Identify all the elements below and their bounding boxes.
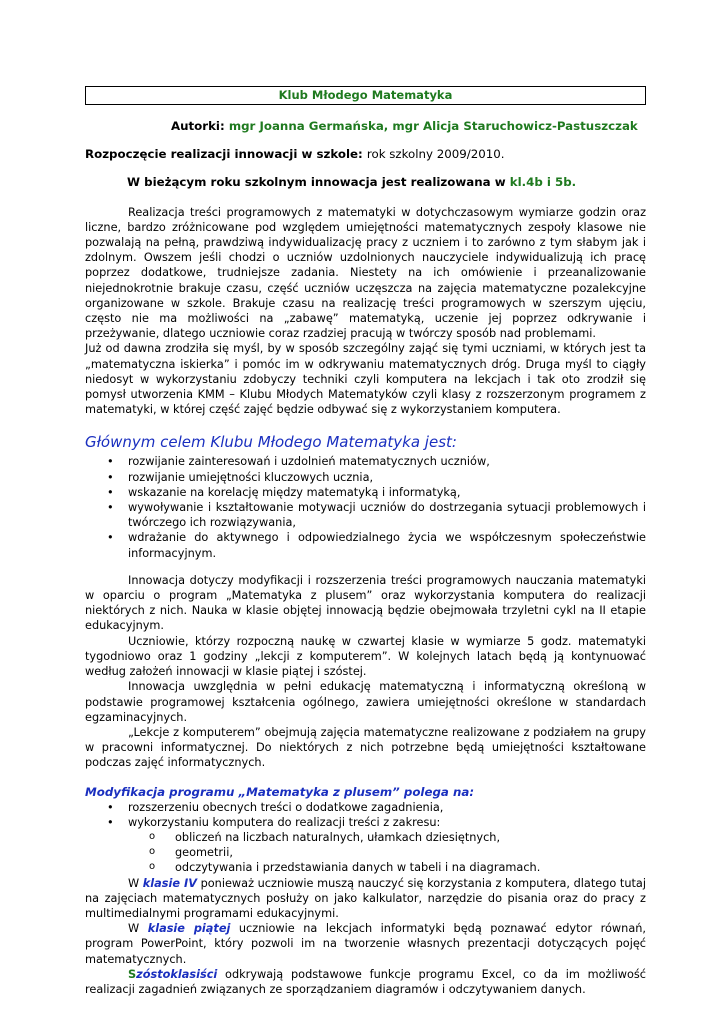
class-iv-label: klasie IV bbox=[142, 876, 197, 890]
list-item: o odczytywania i przedstawiania danych w tabeli i na diagramach. bbox=[85, 860, 646, 875]
modification-sublist bbox=[85, 830, 646, 876]
class-vi-label: zóstoklasiści bbox=[136, 967, 218, 981]
list-item: o geometrii, bbox=[85, 845, 646, 860]
modification-heading: Modyfikacja programu „Matematyka z plusem” polega na: bbox=[85, 784, 475, 799]
goals-heading: Głównym celem Klubu Młodego Matematyka jest: bbox=[85, 433, 457, 452]
document-page bbox=[85, 86, 646, 997]
modification-list bbox=[85, 800, 646, 830]
goals-list bbox=[85, 454, 646, 560]
class-iv-pre: W bbox=[128, 876, 143, 890]
body-paragraph-3: Innowacja uwzględnia w pełni edukację matematyczną i informatyczną określoną w podstawie programowej kształcenia ogólnego, zawiera umiejętności określone w standardach egzaminacyjnych. bbox=[85, 680, 646, 724]
intro-paragraph-2: Już od dawna zrodziła się myśl, by w sposób szczególny zająć się tymi uczniami, w których jest ta „matematyczna iskierka” i pomóc im w odkrywaniu matematycznych dróg. Druga myśl to ciągły niedosyt w wykorzystaniu zdobyczy techniki czyli komputera na lekcjach i tak oto zrodził się pomysł utworzenia KMM – Klubu Młodych Matematyków czyli klasy z rozszerzonym programem z matematyki, w której część zajęć będzie odbywać się z wykorzystaniem komputera. bbox=[85, 342, 646, 417]
list-item: • wykorzystaniu komputera do realizacji treści z zakresu: bbox=[85, 815, 646, 830]
intro-paragraph-1: Realizacja treści programowych z matematyki w dotychczasowym wymiarze godzin oraz liczne, bardzo zróżnicowane pod względem umiejętności matematycznych zespoły klasowe nie pozwalają na pełną, prawdziwą indywidualizację pracy z uczniem i to zarówno z tym słabym jak i zdolnym. Owszem jeśli chodzi o uczniów uzdolnionych nauczyciele indywidualizują ich pracę poprzez dodatkowe, trudniejsze zadania. Niestety na ich omówienie i przeanalizowanie niejednokrotnie brakuje czasu, część uczniów uczęszcza na zajęcia matematyczne pozalekcyjne organizowane w szkole. Brakuje czasu na realizację treści programowych w szerszym ujęciu, często nie ma możliwości na „zabawę” matematyką, uczenie jej poprzez odkrywanie i przeżywanie, dlatego uczniowie coraz rzadziej pracują w twórczy sposób nad problemami. bbox=[85, 205, 646, 341]
current-text: W bieżącym roku szkolnym innowacja jest realizowana w bbox=[127, 175, 510, 190]
class-iv-text: ponieważ uczniowie muszą nauczyć się korzystania z komputera, dlatego tutaj na zajęciach matematycznych posłuży on jako kalkulator, narzędzie do pisania oraz do pracy z multimedialnymi programami edukacyjnymi. bbox=[85, 876, 646, 920]
class-iv-paragraph bbox=[85, 876, 646, 922]
authors-label: Autorki: bbox=[171, 119, 225, 133]
start-label: Rozpoczęcie realizacji innowacji w szkole: bbox=[85, 147, 363, 162]
document-title: Klub Młodego Matematyka bbox=[85, 86, 646, 105]
body-paragraph-1: Innowacja dotyczy modyfikacji i rozszerzenia treści programowych nauczania matematyki w oparciu o program „Matematyka z plusem” oraz wykorzystania komputera do realizacji niektórych z nich. Nauka w klasie objętej innowacją będzie obejmowała trzyletni cykl na II etapie edukacyjnym. bbox=[85, 573, 646, 633]
class-vi-paragraph bbox=[85, 967, 646, 997]
class-v-text: uczniowie na lekcjach informatyki będą poznawać edytor równań, program PowerPoint, który pozwoli im na tworzenie własnych prezentacji dotyczących pojęć matematycznych. bbox=[85, 922, 646, 966]
class-v-paragraph bbox=[85, 921, 646, 967]
class-vi-initial: S bbox=[128, 967, 137, 981]
body-paragraph-2: Uczniowie, którzy rozpoczną naukę w czwartej klasie w wymiarze 5 godz. matematyki tygodniowo oraz 1 godziny „lekcji z komputerem”. W kolejnych latach będą ją kontynuować według założeń innowacji w klasie piątej i szóstej. bbox=[85, 634, 646, 679]
current-classes: kl.4b i 5b. bbox=[509, 175, 577, 190]
list-item: • rozwijanie zainteresowań i uzdolnień matematycznych uczniów, bbox=[85, 454, 646, 469]
list-item: • rozwijanie umiejętności kluczowych ucznia, bbox=[85, 470, 646, 485]
authors-names: mgr Joanna Germańska, mgr Alicja Staruchowicz-Pastuszczak bbox=[228, 119, 638, 133]
start-line bbox=[85, 147, 646, 162]
list-item: • wskazanie na korelację między matematyką i informatyką, bbox=[85, 485, 646, 500]
start-value: rok szkolny 2009/2010. bbox=[366, 147, 505, 162]
class-v-label: klasie piątej bbox=[147, 922, 231, 936]
list-item: • rozszerzeniu obecnych treści o dodatkowe zagadnienia, bbox=[85, 800, 646, 815]
class-vi-text: odkrywają podstawowe funkcje programu Excel, co da im możliwość realizacji zagadnień związanych ze sporządzaniem diagramów i odczytywaniem danych. bbox=[85, 967, 646, 996]
current-classes-line bbox=[85, 175, 646, 190]
authors-line bbox=[85, 119, 646, 134]
list-item: • wdrażanie do aktywnego i odpowiedzialnego życia we współczesnym społeczeństwie informacyjnym. bbox=[85, 530, 646, 560]
list-item: • wywoływanie i kształtowanie motywacji uczniów do dostrzegania sytuacji problemowych i twórczego ich rozwiązywania, bbox=[85, 500, 646, 530]
class-v-pre: W bbox=[128, 922, 148, 936]
body-paragraph-4: „Lekcje z komputerem” obejmują zajęcia matematyczne realizowane z podziałem na grupy w pracowni informatycznej. Do niektórych z nich potrzebne będą umiejętności kształtowane podczas zajęć informatycznych. bbox=[85, 725, 646, 770]
list-item: o obliczeń na liczbach naturalnych, ułamkach dziesiętnych, bbox=[85, 830, 646, 845]
